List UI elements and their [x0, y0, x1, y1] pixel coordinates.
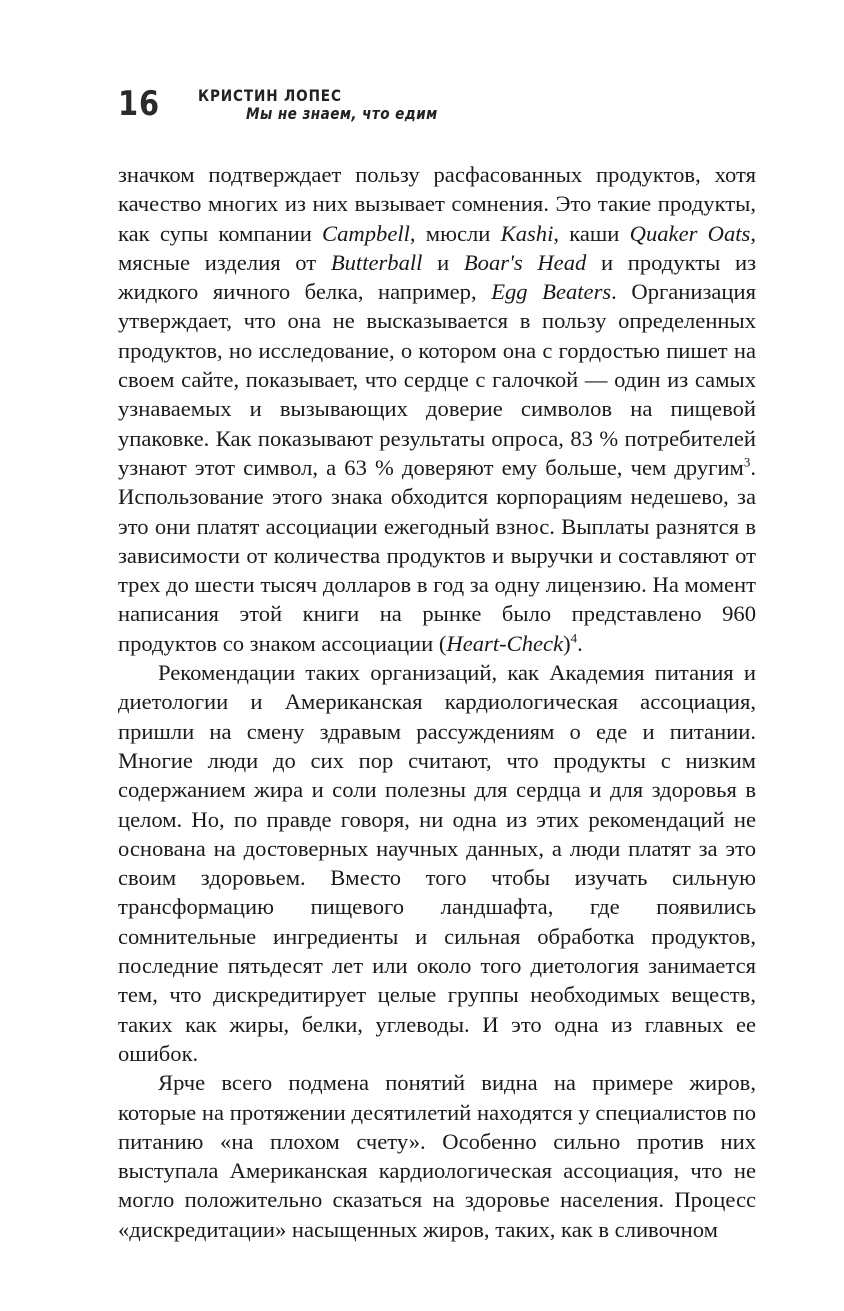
brand-egg-beaters: Egg Beaters [491, 279, 612, 305]
text-run: , мясные изделия от [118, 220, 756, 275]
text-run: значком подтверждает пользу расфасованных продуктов, хотя качество многих из них вызывает сомнения. Это такие продукты, как супы компании [118, 162, 756, 246]
brand-kashi: Kashi [500, 220, 554, 246]
text-run: , каши [553, 220, 630, 246]
running-head [118, 84, 738, 134]
page-number: 16 [118, 84, 160, 124]
body-text [118, 160, 756, 1244]
text-run: и [422, 249, 464, 275]
brand-butterball: Butterball [330, 249, 423, 275]
text-run: , мюсли [409, 220, 501, 246]
footnote-ref-3[interactable]: 3 [743, 454, 751, 470]
author-name: КРИСТИН ЛОПЕС [198, 86, 342, 105]
brand-campbell: Campbell [322, 220, 410, 246]
paragraph-1 [118, 160, 756, 658]
brand-heart-check: Heart-Check [446, 630, 564, 656]
book-title: Мы не знаем, что едим [246, 104, 438, 123]
paragraph-3: Ярче всего подмена понятий видна на примере жиров, которые на протяжении десятилетий находятся у специалистов по питанию «на плохом счету». Особенно сильно против них выступала Американская кардиологическая ассоциация, что не могло положительно сказаться на здоровье населения. Процесс «дискредитации» насыщенных жиров, таких, как в сливочном [118, 1070, 756, 1242]
text-run: . [577, 630, 583, 656]
brand-quaker-oats: Quaker Oats [629, 220, 751, 246]
text-run: и продукты из жидкого яичного белка, например, [118, 249, 756, 305]
text-run: . Использование этого знака обходится корпорациям недешево, за это они платят ассоциации ежегодный взнос. Выплаты разнятся в зависимости от количества продуктов и выручки и составляют от трех до шести тысяч долларов в год за одну лицензию. На момент написания этой книги на рынке было представлено 960 продуктов со знаком ассоциации ( [118, 454, 756, 656]
brand-boars-head: Boar's Head [463, 249, 587, 275]
text-run: . Организация утверждает, что она не высказывается в пользу определенных продуктов, но исследование, о котором она с гордостью пишет на своем сайте, показывает, что сердце с галочкой — один из самых узнаваемых и вызывающих доверие символов на пищевой упаковке. Как показывают результаты опроса, 83 % потребителей узнают этот символ, а 63 % доверяют ему больше, чем другим [118, 279, 756, 480]
paragraph-2: Рекомендации таких организаций, как Академия питания и диетологии и Американская кардиологическая ассоциация, пришли на смену здравым рассуждениям о еде и питании. Многие люди до сих пор считают, что продукты с низким содержанием жира и соли полезны для сердца и для здоровья в целом. Но, по правде говоря, ни одна из этих рекомендаций не основана на достоверных научных данных, а люди платят за это своим здоровьем. Вместо того чтобы изучать сильную трансформацию пищевого ландшафта, где появились сомнительные ингредиенты и сильная обработка продуктов, последние пятьдесят лет или около того диетология занимается тем, что дискредитирует целые группы необходимых веществ, таких как жиры, белки, углеводы. И это одна из главных ее ошибок. [118, 660, 756, 1066]
text-run: ) [563, 630, 571, 656]
footnote-ref-4[interactable]: 4 [570, 630, 578, 646]
